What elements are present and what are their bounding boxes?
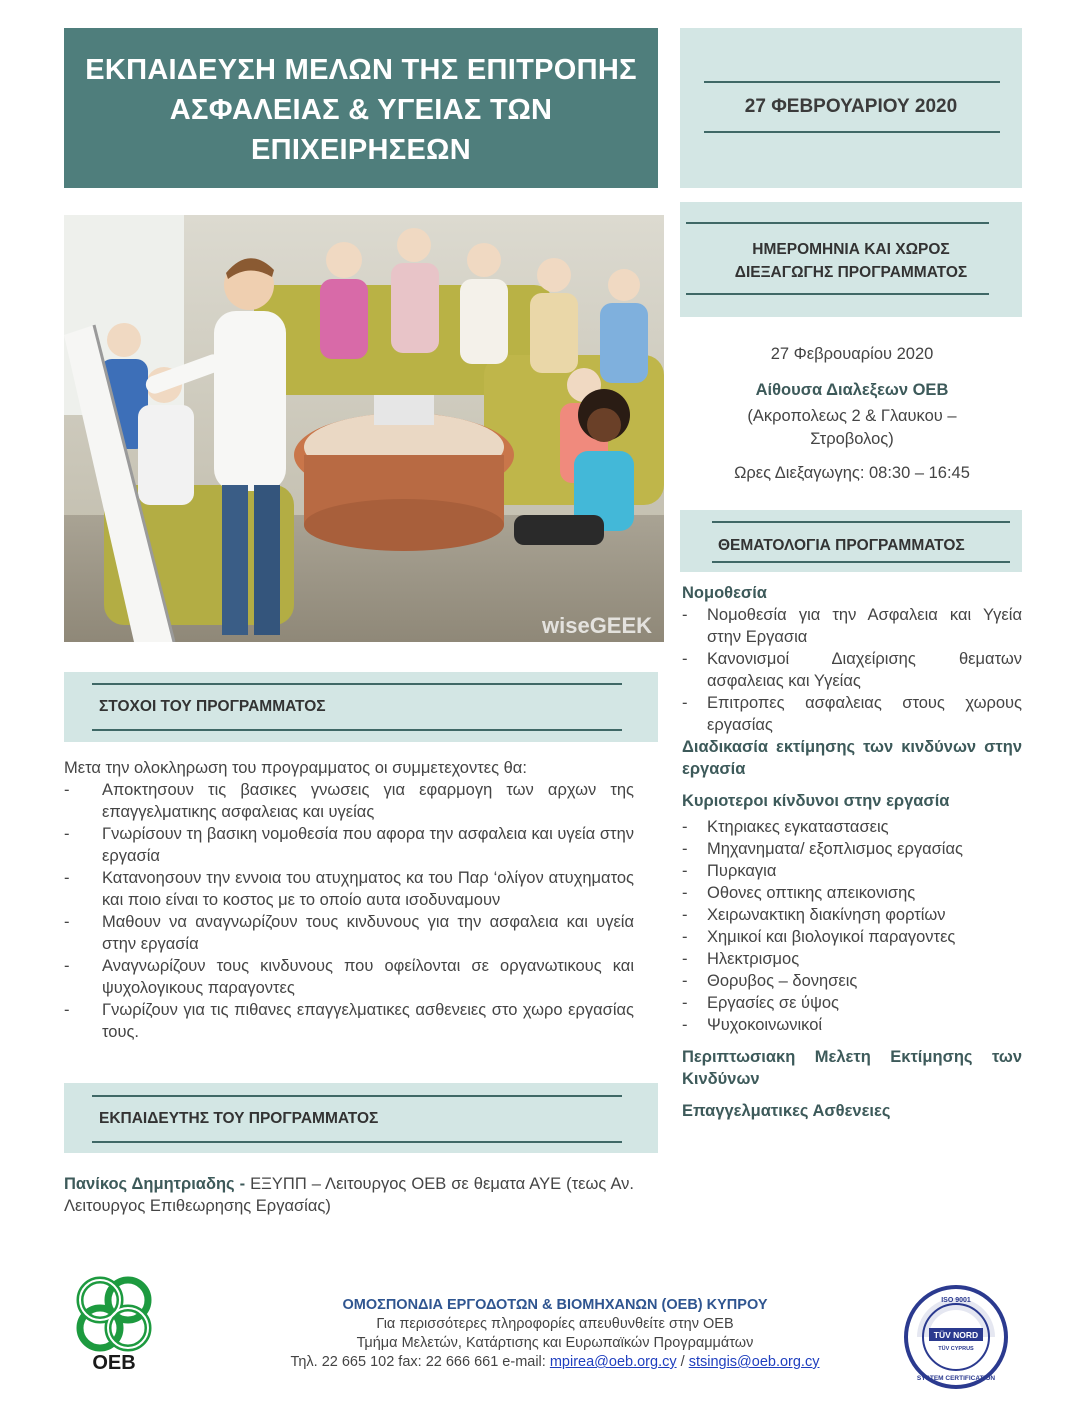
legislation-item-2: Κανονισμοί Διαχείρισης θεματων ασφαλειας και Υγείας [707,650,1022,690]
divider [704,131,1000,133]
venue-section-header [680,202,1022,317]
title-line-2: ΑΣΦΑΛΕΙΑΣ & ΥΓΕΙΑΣ ΤΩΝ [169,94,553,126]
footer-phone-fax: Τηλ. 22 665 102 fax: 22 666 661 e-mail: [290,1354,550,1370]
case-study-heading: Περιπτωσιακη Μελετη Εκτίμησης των Κινδύνων [682,1048,1022,1088]
oeb-logo [64,1264,164,1376]
venue-label-line-2: ΔΙΕΞΑΓΩΓΗΣ ΠΡΟΓΡΑΜΜΑΤΟΣ [734,264,968,281]
hazard-item-5: Χειρωνακτικη διακίνηση φορτίων [707,906,946,924]
trainer-name: Πανίκος Δημητριαδης [64,1175,235,1193]
list-item: - Μαθουν να αναγνωρίζουν τους κινδυνους για την ασφαλεια και υγεία στην εργασία [64,913,634,953]
email-separator: / [676,1354,689,1370]
cert-top-text: ISO 9001 [941,1297,971,1304]
email-link-1[interactable]: mpirea@oeb.org.cy [549,1354,677,1370]
page-title [64,50,658,170]
hazard-item-7: Ηλεκτρισμος [707,950,800,968]
divider [92,1141,622,1143]
divider [712,561,1010,563]
date-banner [680,28,1022,188]
trainer-info [64,1173,634,1217]
divider [712,521,1010,523]
trainer-separator: - [234,1175,251,1193]
venue-label-line-1: ΗΜΕΡΟΜΗΝΙΑ ΚΑΙ ΧΩΡΟΣ [752,241,950,258]
date-banner-text: 27 ΦΕΒΡΟΥΑΡΙΟΥ 2020 [744,96,958,117]
goal-item-6: Γνωρίζουν για τις πιθανες επαγγελματικες ασθενειες στο χωρο εργασίας τους. [102,1001,634,1041]
list-item: - Αποκτησουν τις βασικες γνωσεις για εφαρμογη των αρχων της επαγγελματικης ασφαλειας και υγείας [64,781,634,821]
list-item: - Κανονισμοί Διαχείρισης θεματων ασφαλειας και Υγείας [682,650,1022,690]
venue-address [692,405,1012,451]
hazard-item-1: Κτηριακες εγκαταστασεις [707,818,889,836]
risk-assessment-heading: Διαδικασία εκτίμησης των κινδύνων στην εργασία [682,738,1022,778]
goal-item-3: Κατανοησουν την εννοια του ατυχηματος κα του Παρ ‘ολίγον ατυχηματος και ποιο είναι το κοστος με το οποίο αυτα ισοδυναμουν [102,869,634,909]
legislation-item-1: Νομοθεσία για την Ασφαλεια και Υγεία στην Εργασια [707,606,1022,646]
cert-brand-sub: TÜV CYPRUS [938,1346,974,1352]
footer-contact-line [200,1353,910,1372]
legislation-heading: Νομοθεσία [682,584,767,602]
list-item: - Γνωρίσουν τη βασικη νομοθεσία που αφορα την ασφαλεια και υγεία στην εργασία [64,825,634,865]
list-item: - Αναγνωρίζουν τους κινδυνους που οφείλονται σε οργανωτικους και ψυχολογικους παραγοντες [64,957,634,997]
venue-hours: Ωρες Διεξαγωγης: 08:30 – 16:45 [734,464,970,482]
venue-hall: Αίθουσα Διαλεξεων ΟΕΒ [755,381,949,399]
list-item: - Θορυβος – δονησεις [682,970,1022,992]
venue-address-line-2: Στροβολος) [810,430,894,448]
footer-contact [200,1296,910,1372]
list-item: - Μηχανηματα/ εξοπλισμος εργασίας [682,838,1022,860]
hazard-item-10: Ψυχοκοινωνικοί [707,1016,823,1034]
list-item: - Εργασίες σε ύψος [682,992,1022,1014]
footer-department: Τμήμα Μελετών, Κατάρτισης και Ευρωπαϊκών Προγραμμάτων [356,1335,754,1351]
venue-section-label [680,238,1022,284]
hazard-item-9: Εργασίες σε ύψος [707,994,839,1012]
title-line-3: ΕΠΙΧΕΙΡΗΣΕΩΝ [251,134,471,166]
photo-watermark: wiseGEEK [542,613,653,638]
topics-section-header [680,510,1022,572]
oeb-logo-text: ΟΕΒ [92,1352,136,1374]
cert-bottom-text: SYSTEM CERTIFICATION [916,1375,996,1382]
divider [92,683,622,685]
certification-badge [903,1284,1009,1390]
trainer-section-label: ΕΚΠΑΙΔΕΥΤΗΣ ΤΟΥ ΠΡΟΓΡΑΜΜΑΤΟΣ [99,1110,379,1127]
list-item: - Ηλεκτρισμος [682,948,1022,970]
hazard-item-2: Μηχανηματα/ εξοπλισμος εργασίας [707,840,963,858]
topics-content [682,582,1022,1122]
divider [92,729,622,731]
list-item: - Γνωρίζουν για τις πιθανες επαγγελματικες ασθενειες στο χωρο εργασίας τους. [64,1001,634,1041]
trainer-section-header [64,1083,658,1153]
goal-item-5: Αναγνωρίζουν τους κινδυνους που οφείλονται σε οργανωτικους και ψυχολογικους παραγοντες [102,957,634,997]
hazard-item-3: Πυρκαγια [707,862,777,880]
goals-content [64,757,634,1043]
list-item: - Πυρκαγια [682,860,1022,882]
list-item: - Ψυχοκοινωνικοί [682,1014,1022,1036]
venue-date: 27 Φεβρουαρίου 2020 [770,345,934,363]
footer-organization: ΟΜΟΣΠΟΝΔΙΑ ΕΡΓΟΔΟΤΩΝ & ΒΙΟΜΗΧΑΝΩΝ (ΟΕΒ) ΚΥΠΡΟΥ [342,1297,768,1313]
title-banner [64,28,658,188]
goal-item-1: Αποκτησουν τις βασικες γνωσεις για εφαρμογη των αρχων της επαγγελματικης ασφαλειας και υγείας [102,781,634,821]
training-photo-illustration [64,215,664,642]
divider [686,222,989,224]
goal-item-4: Μαθουν να αναγνωρίζουν τους κινδυνους για την ασφαλεια και υγεία στην εργασία [102,913,634,953]
hazards-heading: Κυριοτεροι κίνδυνοι στην εργασία [682,792,950,810]
footer-info-line: Για περισσότερες πληροφορίες απευθυνθείτε στην ΟΕΒ [376,1316,734,1332]
topics-section-label: ΘΕΜΑΤΟΛΟΓΙΑ ΠΡΟΓΡΑΜΜΑΤΟΣ [718,537,965,554]
occupational-diseases-heading: Επαγγελματικες Ασθενειες [682,1102,891,1120]
divider [686,293,989,295]
cert-brand: TÜV NORD [933,1330,979,1340]
training-photo [64,215,664,642]
venue-address-line-1: (Ακροπολεως 2 & Γλαυκου – [747,407,957,425]
goals-intro: Μετα την ολοκληρωση του προγραμματος οι συμμετεχοντες θα: [64,759,527,777]
list-item: - Οθονες οπτικης απεικονισης [682,882,1022,904]
certification-seal-icon [903,1284,1009,1390]
list-item: - Κτηριακες εγκαταστασεις [682,816,1022,838]
goals-section-label: ΣΤΟΧΟΙ ΤΟΥ ΠΡΟΓΡΑΜΜΑΤΟΣ [99,698,326,715]
divider [704,81,1000,83]
title-line-1: ΕΚΠΑΙΔΕΥΣΗ ΜΕΛΩΝ ΤΗΣ ΕΠΙΤΡΟΠΗΣ [85,54,637,86]
hazard-item-4: Οθονες οπτικης απεικονισης [707,884,916,902]
goals-section-header [64,672,658,742]
list-item: - Χημικοί και βιολογικοί παραγοντες [682,926,1022,948]
list-item: - Κατανοησουν την εννοια του ατυχηματος κα του Παρ ‘ολίγον ατυχηματος και ποιο είναι το κοστος με το οποίο αυτα ισοδυναμουν [64,869,634,909]
trainer-description: ΕΞΥΠΠ – Λειτουργος ΟΕΒ σε θεματα ΑΥΕ (τεως Αν. Λειτουργος Επιθεωρησης Εργασίας) [64,1175,634,1215]
legislation-item-3: Επιτροπες ασφαλειας στους χωρους εργασίας [707,694,1022,734]
email-link-2[interactable]: stsingis@oeb.org.cy [688,1354,820,1370]
list-item: - Νομοθεσία για την Ασφαλεια και Υγεία στην Εργασια [682,606,1022,646]
goal-item-2: Γνωρίσουν τη βασικη νομοθεσία που αφορα την ασφαλεια και υγεία στην εργασία [102,825,634,865]
divider [92,1095,622,1097]
hazard-item-6: Χημικοί και βιολογικοί παραγοντες [707,928,956,946]
hazard-item-8: Θορυβος – δονησεις [707,972,858,990]
list-item: - Χειρωνακτικη διακίνηση φορτίων [682,904,1022,926]
list-item: - Επιτροπες ασφαλειας στους χωρους εργασίας [682,694,1022,734]
